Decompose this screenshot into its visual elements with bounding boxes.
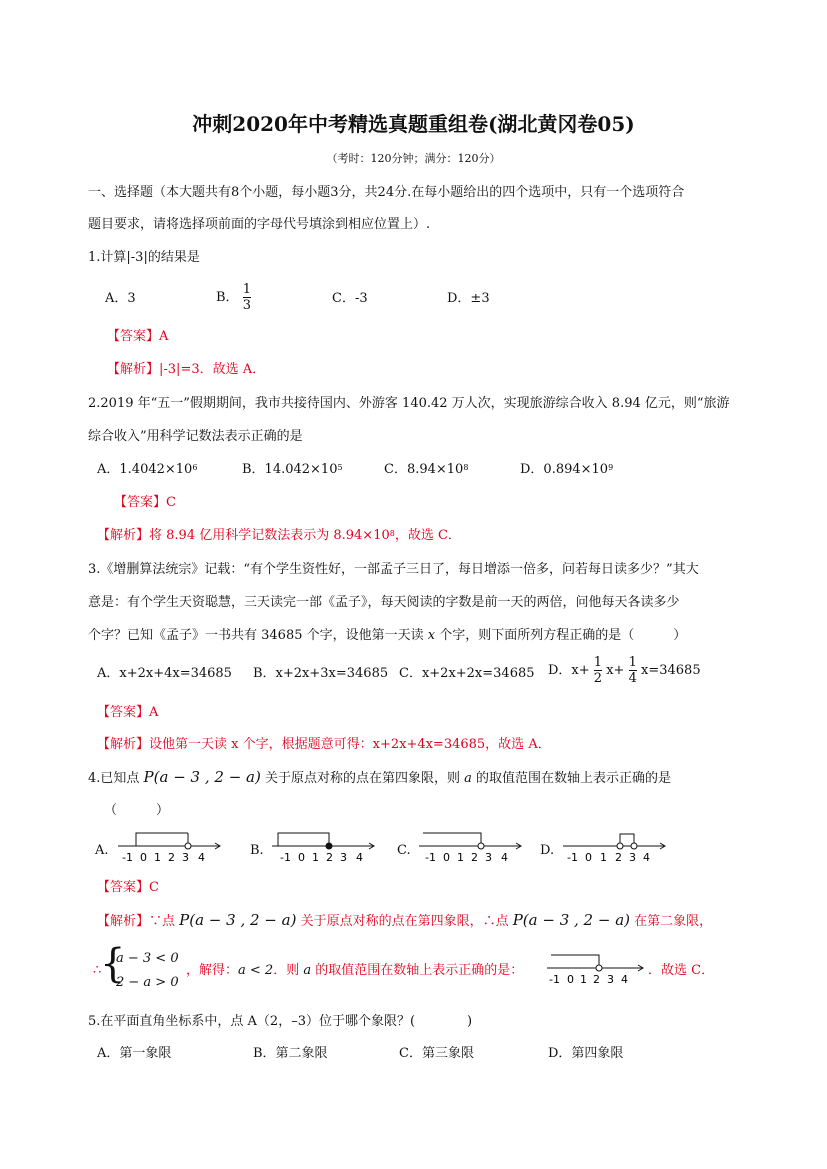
q2-answer: 【答案】C xyxy=(114,495,176,510)
q3-option-a: A．x+2x+4x=34685 xyxy=(97,666,232,681)
q4-option-d-label: D. xyxy=(540,843,555,858)
q4-analysis-end: ．故选 C． xyxy=(648,963,715,978)
q4-analysis-line2: ，解得：a < 2．则 a 的取值范围在数轴上表示正确的是： xyxy=(186,963,524,978)
q1-option-c: C．-3 xyxy=(332,291,368,306)
svg-text:4: 4 xyxy=(356,851,363,864)
fraction-denominator: 3 xyxy=(242,298,251,313)
q3-answer: 【答案】A xyxy=(97,705,159,720)
q1-analysis xyxy=(107,361,265,379)
svg-text:0: 0 xyxy=(140,851,147,864)
q5-option-d: D．第四象限 xyxy=(548,1046,624,1061)
q2-option-a: A．$1.4042\times 10^6$ xyxy=(97,462,198,477)
q2-option-b: B．$14.042\times 10^5$ xyxy=(242,462,343,477)
q1-option-b xyxy=(216,282,251,316)
section-intro-line2: 题目要求，请将选择项前面的字母代号填涂到相应位置上）. xyxy=(88,217,431,232)
q4-analysis-numberline xyxy=(547,950,647,986)
svg-text:0: 0 xyxy=(443,851,450,864)
q4-answer: 【答案】C xyxy=(97,880,159,895)
q1-stem: 1.计算|-3|的结果是 xyxy=(88,250,200,265)
svg-text:4: 4 xyxy=(643,851,650,864)
q4-stem: 4.已知点 P(a − 3 , 2 − a) 关于原点对称的点在第四象限，则 a 的取值范围在数轴上表示正确的是 xyxy=(88,768,672,786)
q3-option-b: B．x+2x+3x=34685 xyxy=(253,666,389,681)
inequality-2: 2 − a > 0 xyxy=(116,975,179,990)
q2-analysis: 【解析】将 8.94 亿用科学记数法表示为 $8.94\times 10^8$，故选 C． xyxy=(97,528,461,543)
svg-text:0: 0 xyxy=(585,851,592,864)
q1-answer xyxy=(107,328,168,346)
svg-text:4: 4 xyxy=(501,851,508,864)
q2-stem-line1: 2.2019 年“五一”假期期间，我市共接待国内、外游客 140.42 万人次，实现旅游综合收入 8.94 亿元，则“旅游 xyxy=(88,396,730,411)
svg-text:2: 2 xyxy=(326,851,333,864)
q4-option-b-label: B. xyxy=(250,843,264,858)
q4-option-d-numberline xyxy=(563,828,671,864)
svg-text:2: 2 xyxy=(615,851,622,864)
svg-text:3: 3 xyxy=(629,851,636,864)
q2-option-c: C．$8.94\times 10^8$ xyxy=(384,462,469,477)
q4-option-a-label: A. xyxy=(95,843,109,858)
svg-text:0: 0 xyxy=(298,851,305,864)
therefore-symbol: ∴ xyxy=(93,963,102,978)
q4-option-b-numberline xyxy=(272,828,380,864)
svg-text:-1: -1 xyxy=(122,851,133,864)
svg-text:-1: -1 xyxy=(425,851,436,864)
svg-text:4: 4 xyxy=(198,851,205,864)
q1-option-b-label: B． xyxy=(216,290,239,305)
svg-text:3: 3 xyxy=(607,973,614,986)
page-title: 冲刺2020年中考精选真题重组卷(湖北黄冈卷05) xyxy=(192,112,635,136)
q1-option-b-fraction xyxy=(243,282,251,313)
q2-option-d: D．$0.894\times 10^9$ xyxy=(520,462,614,477)
svg-text:3: 3 xyxy=(485,851,492,864)
q2-stem-line2: 综合收入”用科学记数法表示正确的是 xyxy=(88,429,303,444)
svg-text:4: 4 xyxy=(621,973,628,986)
svg-text:1: 1 xyxy=(580,973,587,986)
analysis-text: |-3|=3．故选 A． xyxy=(159,362,266,377)
svg-text:-1: -1 xyxy=(549,973,560,986)
q3-option-c: C．x+2x+2x=34685 xyxy=(399,666,535,681)
q4-option-c-label: C. xyxy=(397,843,411,858)
q3-stem-line1: 3.《增删算法统宗》记载：“有个学生资性好，一部孟子三日了，每日增添一倍多，问若每日读多少？”其大 xyxy=(88,562,699,577)
svg-text:2: 2 xyxy=(593,973,600,986)
svg-text:-1: -1 xyxy=(567,851,578,864)
svg-text:0: 0 xyxy=(567,973,574,986)
svg-text:2: 2 xyxy=(471,851,478,864)
svg-text:1: 1 xyxy=(154,851,161,864)
svg-text:1: 1 xyxy=(600,851,607,864)
q5-stem: 5.在平面直角坐标系中，点 A（2，–3）位于哪个象限？( ) xyxy=(88,1014,473,1029)
svg-text:3: 3 xyxy=(340,851,347,864)
inequality-1: a − 3 < 0 xyxy=(116,951,179,966)
q4-option-a-numberline xyxy=(118,828,226,864)
q3-option-d: D．x+ $\frac{1}{2}$ x+ $\frac{1}{4}$ x=34685 xyxy=(548,655,701,686)
svg-text:-1: -1 xyxy=(280,851,291,864)
exam-info: （考时：120分钟；满分：120分） xyxy=(326,152,501,165)
svg-text:1: 1 xyxy=(312,851,319,864)
section-intro-line1: 一、选择题（本大题共有8个小题，每小题3分，共24分.在每小题给出的四个选项中，只有一个选项符合 xyxy=(88,185,685,200)
q4-paren: （ ） xyxy=(104,803,170,818)
q4-option-c-numberline xyxy=(419,828,527,864)
q3-stem-line3: 个字？已知《孟子》一书共有 34685 个字，设他第一天读 x 个字，则下面所列方程正确的是（ ） xyxy=(88,628,687,643)
q3-analysis: 【解析】设他第一天读 x 个字，根据题意可得：x+2x+4x=34685，故选 A． xyxy=(97,737,551,752)
svg-text:1: 1 xyxy=(457,851,464,864)
q3-stem-line2: 意是：有个学生天资聪慧，三天读完一部《孟子》，每天阅读的字数是前一天的两倍，问他每天各读多少 xyxy=(88,595,680,610)
answer-tag: 【答案】 xyxy=(107,329,160,344)
q1-option-a: A．3 xyxy=(105,291,136,306)
q5-option-c: C．第三象限 xyxy=(399,1046,474,1061)
q5-option-b: B．第二象限 xyxy=(253,1046,328,1061)
system-brace: { xyxy=(100,941,126,987)
q4-analysis-line1: 【解析】∵点 P(a − 3 , 2 − a) 关于原点对称的点在第四象限，∴点 P(a − 3 , 2 − a) 在第二象限， xyxy=(97,911,713,929)
svg-text:2: 2 xyxy=(168,851,175,864)
analysis-tag: 【解析】 xyxy=(107,362,160,377)
answer-value: A xyxy=(159,329,169,344)
q5-option-a: A．第一象限 xyxy=(97,1046,172,1061)
q1-option-d: D．±3 xyxy=(447,291,490,306)
svg-text:3: 3 xyxy=(182,851,189,864)
fraction-numerator: 1 xyxy=(242,282,251,297)
